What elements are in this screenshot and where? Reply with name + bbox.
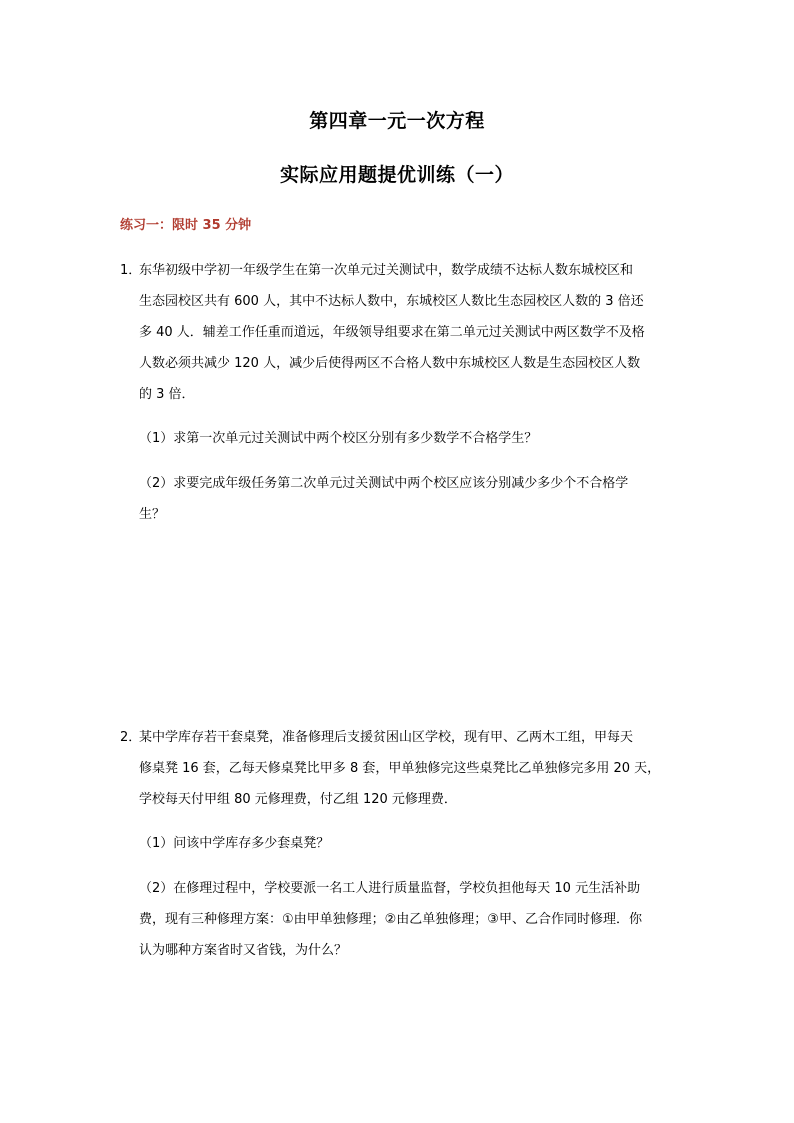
question-text-line: 多 40 人．辅差工作任重而道远，年级领导组要求在第二单元过关测试中两区数学不及格	[139, 325, 645, 340]
section-heading: 练习一：限时 35 分钟	[120, 218, 252, 233]
question-number: 1．	[120, 263, 142, 278]
question-number: 2．	[120, 730, 142, 745]
question-text-line: 修桌凳 16 套，乙每天修桌凳比甲多 8 套，甲单独修完这些桌凳比乙单独修完多用 20 天，	[139, 761, 661, 776]
sub-question-2-continued: 认为哪种方案省时又省钱，为什么？	[139, 943, 348, 958]
question-text-line: 生态园校区共有 600 人，其中不达标人数中，东城校区人数比生态园校区人数的 3 倍还	[139, 294, 644, 309]
sub-question-1: （1）求第一次单元过关测试中两个校区分别有多少数学不合格学生？	[139, 431, 538, 446]
question-text-line: 学校每天付甲组 80 元修理费，付乙组 120 元修理费．	[139, 792, 457, 807]
sub-question-1: （1）问该中学库存多少套桌凳？	[139, 836, 330, 851]
worksheet-subtitle: 实际应用题提优训练（一）	[279, 164, 514, 186]
question-text-line: 某中学库存若干套桌凳，准备修理后支援贫困山区学校，现有甲、乙两木工组，甲每天	[139, 730, 634, 745]
question-text-line: 东华初级中学初一年级学生在第一次单元过关测试中，数学成绩不达标人数东城校区和	[139, 263, 634, 278]
question-text-line: 的 3 倍．	[139, 387, 195, 402]
sub-question-2-continued: 生？	[139, 507, 166, 522]
question-text-line: 人数必须共减少 120 人，减少后使得两区不合格人数中东城校区人数是生态园校区人数	[139, 356, 641, 371]
sub-question-2: （2）求要完成年级任务第二次单元过关测试中两个校区应该分别减少多少个不合格学	[139, 476, 629, 491]
chapter-title: 第四章一元一次方程	[309, 110, 485, 132]
sub-question-2: （2）在修理过程中，学校要派一名工人进行质量监督，学校负担他每天 10 元生活补助	[139, 881, 641, 896]
sub-question-2-continued: 费，现有三种修理方案：①由甲单独修理；②由乙单独修理；③甲、乙合作同时修理．你	[139, 912, 642, 927]
